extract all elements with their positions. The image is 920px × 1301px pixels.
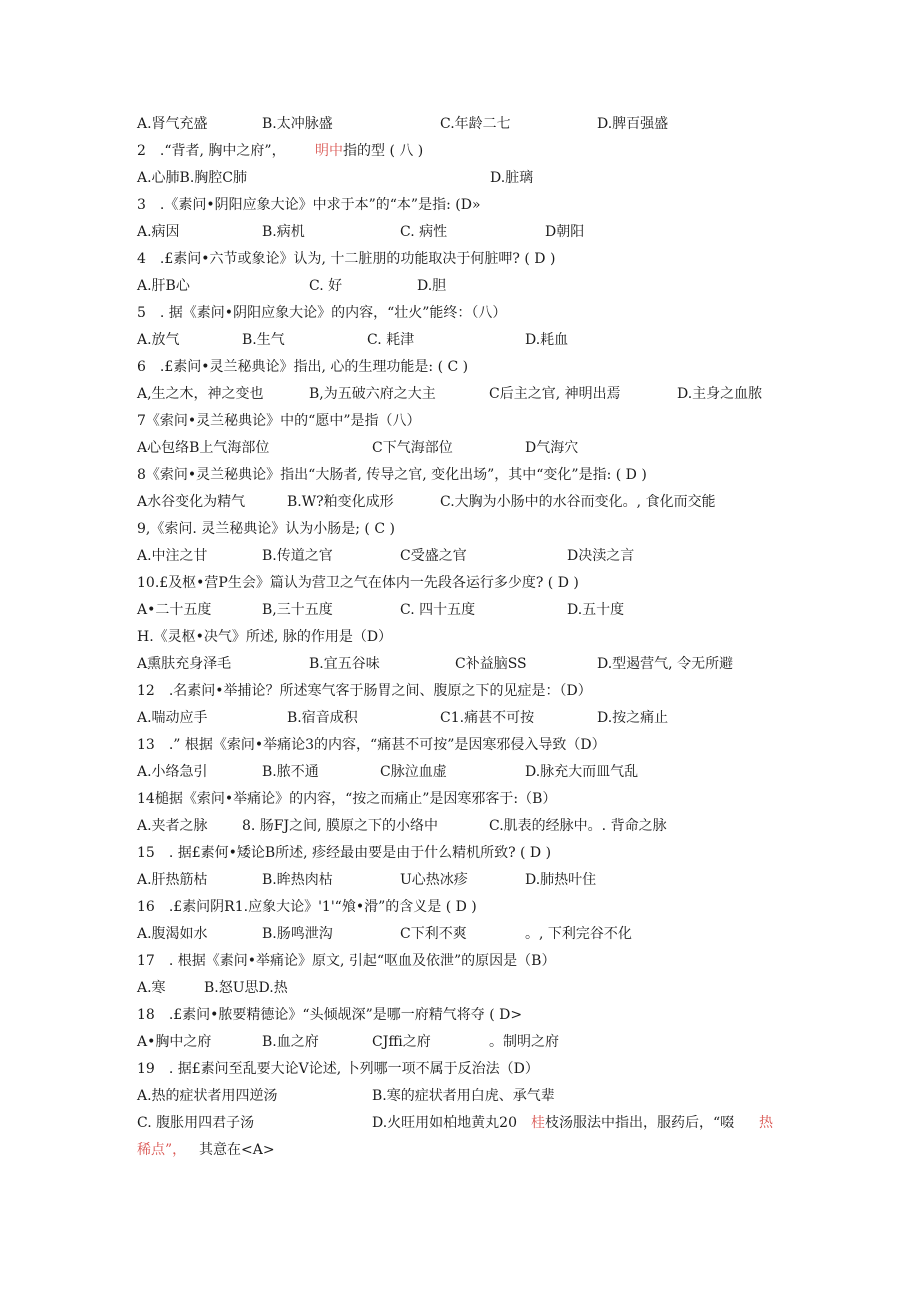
option-a: A•胸中之府 <box>137 1034 212 1050</box>
option-a: A.放气 <box>137 332 180 348</box>
option-d: D.按之痛止 <box>597 710 669 726</box>
question-text: 4 .£素问•六节或象论》认为, 十二脏朋的功能取决于何脏呷? ( D ) <box>137 251 556 267</box>
question-text: 2 .“背者, 胸中之府”， <box>137 143 286 159</box>
question-text: 18 .£素问•脓要精德论》“头倾觇深”是哪一府精气将夺 ( D> <box>137 1007 523 1023</box>
option-b: B.太冲脉盛 <box>262 116 333 132</box>
option-d: D.耗血 <box>525 332 569 348</box>
option-b: B.宜五谷味 <box>309 656 380 672</box>
question-text: 13 .” 根据《索问•举痛论3的内容，“痛甚不可按”是因寒邪侵入导致（D） <box>137 737 606 753</box>
question-text: 17 . 根据《素问•举痛论》原文, 引起“呕血及依泄”的原因是（B） <box>137 953 556 969</box>
question-20-text: 枝汤服法中指出，服药后，“啜 <box>545 1115 735 1131</box>
question-text-end: 其意在<A> <box>199 1142 275 1158</box>
question-text: 16 .£素问阴R1.应象大论》'1'“飧•滑”的含义是 ( D ) <box>137 899 477 915</box>
question-text: 10.£及枢•营P生会》篇认为营卫之气在体内一先段各运行多少度? ( D ) <box>137 575 579 591</box>
option-b: B.肠鸣泄沟 <box>262 926 333 942</box>
question-text: 5 . 据《素问•阴阳应象大论》的内容，“壮火”能终：（八） <box>137 305 507 321</box>
option-cd: C.肌表的经脉中。. 背命之脉 <box>489 818 667 834</box>
option-a: A.腹渴如水 <box>137 926 208 942</box>
question-text: 8《索问•灵兰秘典论》指出“大肠者, 传导之官, 变化出场”，其中“变化”是指: ( D ) <box>137 467 647 483</box>
option-c: C脉泣血虚 <box>380 764 447 780</box>
option-b: B.生气 <box>242 332 285 348</box>
option-d: D.脏璃 <box>490 170 534 186</box>
option-a: A,生之木，神之变也 <box>137 386 264 402</box>
question-text: 12 .名素问•举捕论？所述寒气客于肠胃之间、腹原之下的见症是：（D） <box>137 683 592 699</box>
red-text: 稀点”， <box>137 1142 187 1158</box>
option-a: A•二十五度 <box>137 602 212 618</box>
option-a: A.热的症状者用四逆汤 <box>137 1088 278 1104</box>
question-text-end: 指的型 ( 八 ) <box>343 143 424 159</box>
option-b: B.病机 <box>262 224 305 240</box>
question-red-text: 明中 <box>315 143 343 159</box>
question-text: 14槌据《索问•举痛论》的内容，“按之而痛止”是因寒邪客于:（B） <box>137 791 557 807</box>
option-b: B.W?粕变化成形 <box>287 494 394 510</box>
option-d: 。制明之府 <box>489 1034 559 1050</box>
question-text: 6 .£素问•灵兰秘典论》指出, 心的生理功能是: ( C ) <box>137 359 469 375</box>
option-ab: A.肝B心 <box>137 278 190 294</box>
option-c: C补益脑SS <box>455 656 527 672</box>
option-a: A.病因 <box>137 224 180 240</box>
question-text: 7《索问•灵兰秘典论》中的“愿中”是指（八） <box>137 413 421 429</box>
question-text: 3 .《素问•阴阳应象大论》中求于本”的“本”是指: (D» <box>137 197 481 213</box>
option-c: C1.痛甚不可按 <box>440 710 535 726</box>
option-b: 8. 肠FJ之间, 膜原之下的小络中 <box>242 818 439 834</box>
option-b: B.脓不通 <box>262 764 319 780</box>
option-a: A.夹者之脉 <box>137 818 208 834</box>
option-b: B.血之府 <box>262 1034 319 1050</box>
option-d: D.主身之血脓 <box>677 386 763 402</box>
option-b: B.眸热肉枯 <box>262 872 333 888</box>
option-c: C. 腹胀用四君子汤 <box>137 1115 255 1131</box>
option-c: C. 好 <box>309 278 343 294</box>
option-a: A.肝热筋枯 <box>137 872 208 888</box>
option-d: D气海穴 <box>525 440 579 456</box>
option-c: C后主之官, 神明出焉 <box>489 386 621 402</box>
option-b: B,为五破六府之大主 <box>309 386 436 402</box>
option-ab: A心包络B上气海部位 <box>137 440 270 456</box>
option-bcd: B.怒U思D.热 <box>204 980 288 996</box>
option-c: C下气海部位 <box>372 440 453 456</box>
option-cd: C.大胸为小肠中的水谷而变化。, 食化而交能 <box>440 494 716 510</box>
option-c: C. 四十五度 <box>400 602 476 618</box>
question-text: 9,《索问. 灵兰秘典论》认为小肠是; ( C ) <box>137 521 395 537</box>
option-c: C下利不爽 <box>400 926 467 942</box>
option-d: D.胆 <box>417 278 447 294</box>
option-a: A.中注之甘 <box>137 548 208 564</box>
question-text: H.《灵枢•决气》所述, 脉的作用是（D） <box>137 629 393 645</box>
option-a: A.肾气充盛 <box>137 116 208 132</box>
option-a: A.小络急引 <box>137 764 208 780</box>
option-d: D.型遏营气, 令无所避 <box>597 656 734 672</box>
question-text: 15 . 据£素何•矮论B所述, 疹经最由要是由于什么精机所致? ( D ) <box>137 845 552 861</box>
option-c: C.年龄二七 <box>440 116 511 132</box>
option-d: D.五十度 <box>567 602 625 618</box>
option-c: CJffi之府 <box>372 1034 431 1050</box>
option-d: D.脉充大而皿气乱 <box>525 764 639 780</box>
option-c: U心热冰疹 <box>400 872 468 888</box>
option-b: B.宿音成积 <box>287 710 358 726</box>
option-c: C. 病性 <box>400 224 448 240</box>
question-text: 19 . 据£素问至乱要大论V论述, 卜列哪一项不属于反治法（D） <box>137 1061 539 1077</box>
option-a: A.喘动应手 <box>137 710 208 726</box>
option-d: D朝阳 <box>545 224 585 240</box>
option-a: A熏肤充身泽毛 <box>137 656 232 672</box>
red-char: 桂 <box>531 1115 545 1131</box>
option-a: A.寒 <box>137 980 166 996</box>
option-d: D.肺热叶住 <box>525 872 597 888</box>
option-d: D.脾百强盛 <box>597 116 669 132</box>
option-a: A水谷变化为精气 <box>137 494 246 510</box>
option-b: B.传道之官 <box>262 548 333 564</box>
option-c: C. 耗津 <box>367 332 415 348</box>
option-b: B.寒的症状者用白虎、承气辈 <box>372 1088 555 1104</box>
option-abc: A.心肺B.胸腔C肺 <box>137 170 248 186</box>
option-d: D决渎之言 <box>567 548 635 564</box>
option-d: D.火旺用如柏地黄丸20 <box>372 1115 517 1131</box>
option-b: B,三十五度 <box>262 602 333 618</box>
option-c: C受盛之官 <box>400 548 467 564</box>
option-d: 。, 下利完谷不化 <box>525 926 632 942</box>
red-char-end: 热 <box>759 1115 773 1131</box>
